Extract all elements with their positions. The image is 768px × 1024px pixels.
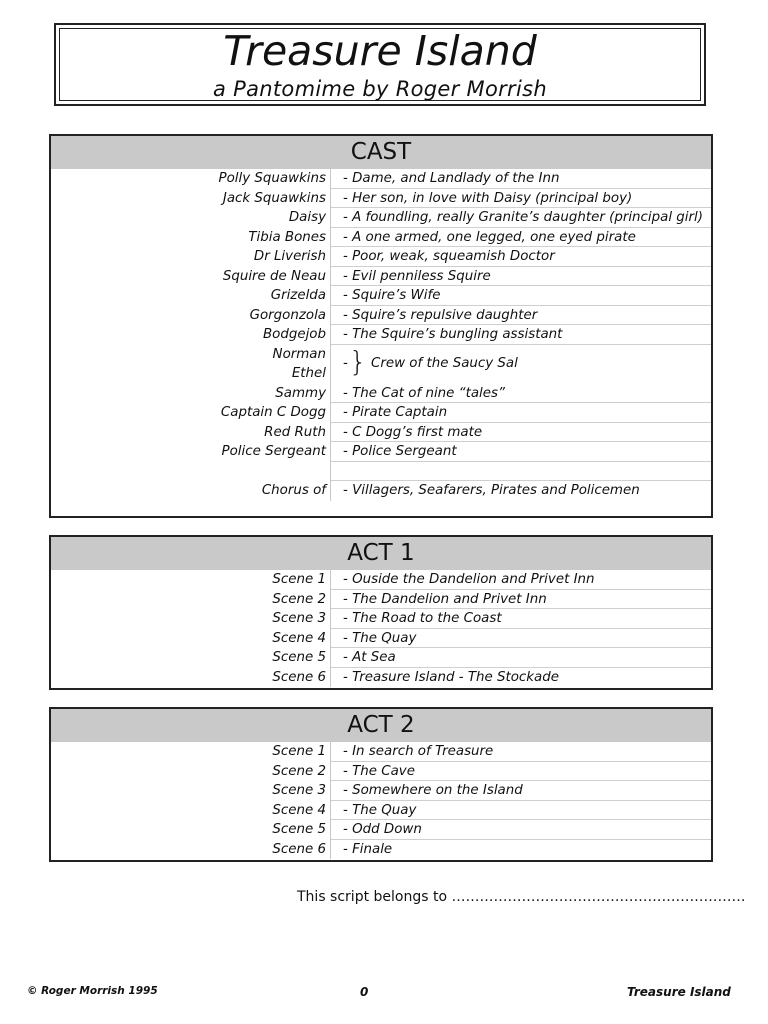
scene-row <box>51 609 711 629</box>
cast-name: Police Sergeant <box>221 444 326 459</box>
cast-row <box>51 169 711 189</box>
cast-name: Bodgejob <box>262 327 326 342</box>
scene-desc: - The Quay <box>343 630 417 646</box>
cast-name: Dr Liverish <box>253 249 326 264</box>
footer-title: Treasure Island <box>627 985 731 999</box>
brace-icon: } <box>349 344 367 378</box>
scene-row <box>51 668 711 688</box>
cast-name: Jack Squawkins <box>222 190 326 206</box>
document-title: Treasure Island <box>223 27 537 75</box>
scene-desc: - Ouside the Dandelion and Privet Inn <box>343 572 595 587</box>
cast-name: Grizelda <box>270 288 326 303</box>
cast-role: - Police Sergeant <box>343 444 457 459</box>
cast-row <box>51 403 711 423</box>
title-block <box>54 23 706 106</box>
scene-desc: - Somewhere on the Island <box>343 783 523 798</box>
scene-number: Scene 3 <box>272 611 326 626</box>
scene-number: Scene 3 <box>272 783 326 798</box>
act1-heading: ACT 1 <box>51 537 711 570</box>
scene-number: Scene 5 <box>272 822 326 837</box>
scene-row <box>51 742 711 762</box>
scene-row <box>51 590 711 610</box>
scene-desc: - Finale <box>343 841 393 857</box>
cast-row <box>51 306 711 326</box>
cast-role: - Squire’s Wife <box>343 288 441 303</box>
scene-number: Scene 2 <box>272 763 326 779</box>
scene-row <box>51 762 711 782</box>
cast-row <box>51 442 711 462</box>
scene-row <box>51 801 711 821</box>
cast-role: - Villagers, Seafarers, Pirates and Policemen <box>343 483 640 498</box>
cast-name: Captain C Dogg <box>220 405 326 420</box>
scene-number: Scene 5 <box>272 650 326 665</box>
cast-role: - The Cat of nine “tales” <box>343 385 505 401</box>
cast-list <box>51 169 711 501</box>
act2-scene-list <box>51 742 711 859</box>
cast-name: Daisy <box>288 210 326 225</box>
scene-row <box>51 840 711 860</box>
cast-name: Sammy <box>275 385 326 401</box>
cast-role: Crew of the Saucy Sal <box>371 355 518 371</box>
scene-desc: - The Road to the Coast <box>343 611 502 626</box>
footer-page-number: 0 <box>360 985 369 999</box>
scene-desc: - The Quay <box>343 802 417 818</box>
cast-row <box>51 189 711 209</box>
cast-section <box>49 134 713 518</box>
cast-name: Norman <box>272 346 326 362</box>
cast-name: Squire de Neau <box>222 268 326 284</box>
cast-name: Ethel <box>291 366 326 381</box>
act1-section <box>49 535 713 690</box>
scene-row <box>51 781 711 801</box>
cast-role: - Dame, and Landlady of the Inn <box>343 171 560 186</box>
scene-number: Scene 4 <box>272 630 326 646</box>
cast-row <box>51 286 711 306</box>
crew-row <box>51 345 711 384</box>
scene-desc: - In search of Treasure <box>343 744 494 759</box>
cast-name: Gorgonzola <box>249 307 326 323</box>
cast-role: - Poor, weak, squeamish Doctor <box>343 249 555 264</box>
scene-row <box>51 570 711 590</box>
cast-row <box>51 247 711 267</box>
script-owner-line: This script belongs to ……………………………………………………… <box>297 889 746 905</box>
cast-role: - Pirate Captain <box>343 405 448 420</box>
cast-role: - The Squire’s bungling assistant <box>343 327 563 342</box>
scene-desc: - At Sea <box>343 650 396 665</box>
chorus-row <box>51 481 711 501</box>
cast-row <box>51 208 711 228</box>
cast-role: - A foundling, really Granite’s daughter (principal girl) <box>343 210 703 225</box>
cast-role: - Squire’s repulsive daughter <box>343 307 538 323</box>
cast-name: Chorus of <box>261 483 326 498</box>
act1-scene-list <box>51 570 711 687</box>
cast-name: Tibia Bones <box>248 229 326 245</box>
document-subtitle: a Pantomime by Roger Morrish <box>213 77 547 101</box>
cast-row <box>51 267 711 287</box>
act2-section <box>49 707 713 862</box>
scene-number: Scene 1 <box>272 572 326 587</box>
cast-heading: CAST <box>51 136 711 169</box>
scene-desc: - The Dandelion and Privet Inn <box>343 591 547 607</box>
cast-row <box>51 228 711 248</box>
scene-desc: - Treasure Island - The Stockade <box>343 669 559 685</box>
cast-row <box>51 325 711 345</box>
cast-row <box>51 384 711 404</box>
cast-name: Red Ruth <box>264 424 326 440</box>
scene-row <box>51 629 711 649</box>
scene-number: Scene 6 <box>272 841 326 857</box>
scene-number: Scene 2 <box>272 591 326 607</box>
cast-role: - C Dogg’s first mate <box>343 424 483 440</box>
scene-row <box>51 820 711 840</box>
scene-number: Scene 1 <box>272 744 326 759</box>
crew-dash: - <box>343 355 348 371</box>
spacer-row <box>51 462 711 482</box>
scene-desc: - Odd Down <box>343 822 422 837</box>
act2-heading: ACT 2 <box>51 709 711 742</box>
scene-number: Scene 6 <box>272 669 326 685</box>
cast-name: Polly Squawkins <box>218 171 326 186</box>
scene-number: Scene 4 <box>272 802 326 818</box>
cast-role: - A one armed, one legged, one eyed pirate <box>343 229 636 245</box>
cast-row <box>51 423 711 443</box>
scene-row <box>51 648 711 668</box>
cast-role: - Evil penniless Squire <box>343 268 491 284</box>
footer-copyright: © Roger Morrish 1995 <box>27 985 158 997</box>
scene-desc: - The Cave <box>343 763 415 779</box>
cast-role: - Her son, in love with Daisy (principal boy) <box>343 190 633 206</box>
